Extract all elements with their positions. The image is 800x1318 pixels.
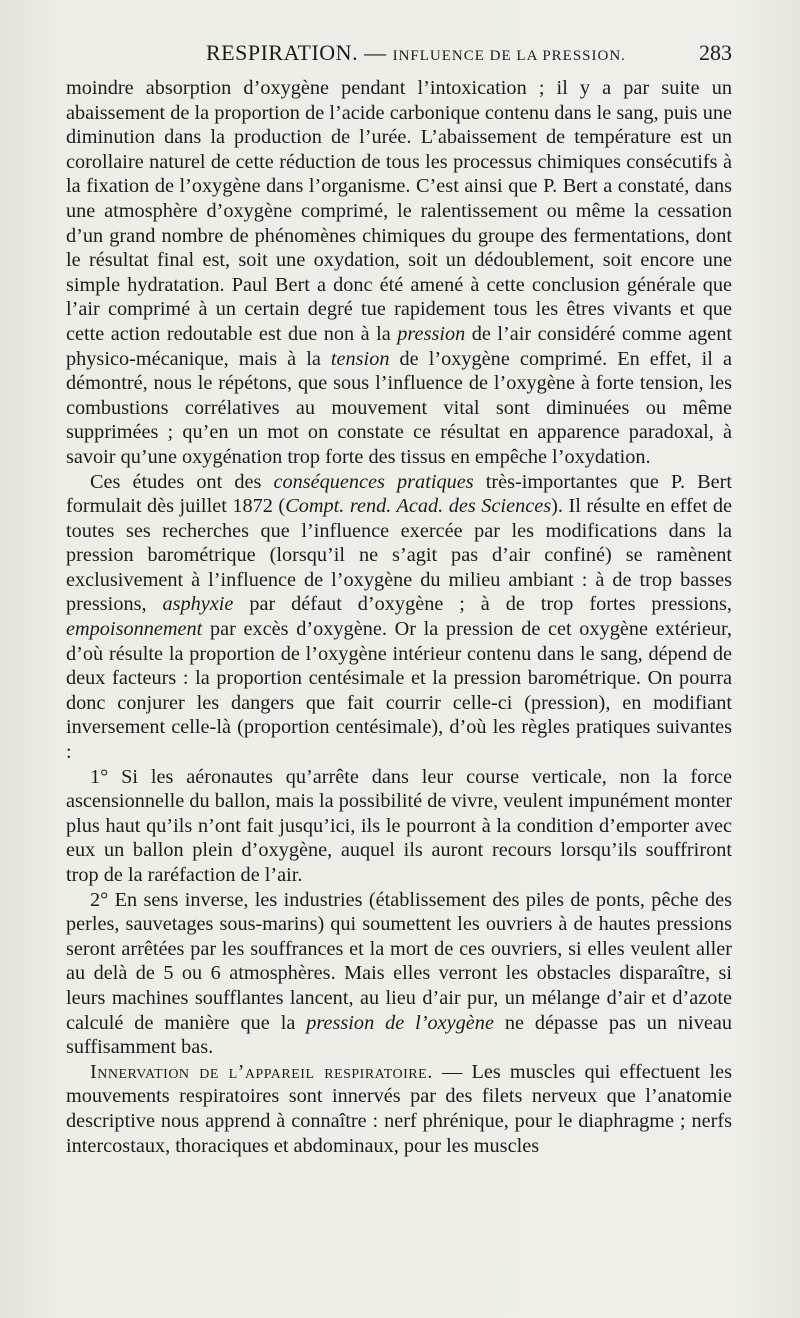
running-title xyxy=(206,40,626,66)
text-run: Ces études ont des xyxy=(90,470,274,493)
title-dash: — xyxy=(364,40,387,65)
italic-run: conséquences pratiques xyxy=(273,470,474,493)
text-run: très-importantes que P. Bert formulait dès juillet 1872 ( xyxy=(66,470,732,518)
section-heading: Innervation de l’appareil respiratoire. xyxy=(90,1060,433,1083)
paragraph-rule-2 xyxy=(66,888,732,1060)
text-run: 2° En sens inverse, les industries (établissement des piles de ponts, pêche des perles, sauvetages sous-marins) qui soumettent les ouvriers à de hautes pressions seront arrêtées par les souffrances et la mort de ces ouvriers, si elles veulent aller au delà de 5 ou 6 atmosphères. Mais elles verront les obstacles disparaître, si leurs machines soufflantes lancent, au lieu d’air pur, un mélange d’air et d’azote calculé de manière que la xyxy=(66,888,732,1034)
page-number: 283 xyxy=(699,40,732,65)
text-run: Les muscles qui effectuent les mouvements respiratoires sont innervés par des filets nerveux que l’anatomie descriptive nous apprend à connaître : nerf phrénique, pour le diaphragme ; nerfs intercostaux, thoraciques et abdominaux, pour les muscles xyxy=(66,1060,732,1157)
text-run: moindre absorption d’oxygène pendant l’intoxication ; il y a par suite un abaissement de la proportion de l’acide carbonique contenu dans le sang, puis une diminution dans la production de l’urée. L’abaissement de température est un corollaire naturel de cette réduction de tous les processus chimiques consécutifs à la fixation de l’oxygène dans l’organisme. C’est ainsi que P. Bert a constaté, dans une atmosphère d’oxygène comprimé, le ralentissement ou même la cessation d’un grand nombre de phénomènes chimiques du groupe des fermentations, dont le résultat final est, soit une oxydation, soit un dédoublement, soit encore une simple hydratation. Paul Bert a donc été amené à cette conclusion générale que l’air comprimé à un certain degré tue rapidement tous les êtres vivants et que cette action redoutable est due non à la xyxy=(66,77,732,345)
italic-run: pression xyxy=(397,322,466,345)
italic-run: pression de l’oxygène xyxy=(306,1011,494,1034)
paragraph-consequences xyxy=(66,470,732,765)
text-run: de l’air considéré comme agent physico-mécanique, mais à la xyxy=(66,322,732,370)
italic-run: Compt. rend. Acad. des Sciences xyxy=(285,495,552,518)
italic-run: empoisonnement xyxy=(66,618,203,641)
paragraph-innervation xyxy=(66,1060,732,1158)
italic-run: asphyxie xyxy=(162,593,234,616)
body-text xyxy=(66,76,732,1158)
text-run: ne dépasse pas un niveau suffisamment bas. xyxy=(66,1011,732,1059)
paragraph-continuation xyxy=(66,76,732,470)
text-run: ). Il résulte en effet de toutes ses recherches que l’influence exercée par les modifications dans la pression barométrique (lorsqu’il ne s’agit pas d’air confiné) se ramènent exclusivement à l’influence de l’oxygène du milieu ambiant : à de trop basses pressions, xyxy=(66,495,732,616)
text-run: par défaut d’oxygène ; à de trop fortes pressions, xyxy=(233,593,732,616)
paragraph-rule-1: 1° Si les aéronautes qu’arrête dans leur course verticale, non la force ascensionnelle du ballon, mais la possibilité de vivre, veulent impunément monter plus haut qu’ils n’ont fait jusqu’ici, ils le pourront à la condition d’emporter avec eux un ballon plein d’oxygène, auquel ils auront recours lorsqu’ils souffriront trop de la raréfaction de l’air. xyxy=(66,765,732,886)
chapter-title: RESPIRATION. xyxy=(206,40,359,65)
italic-run: tension xyxy=(330,347,390,370)
heading-dash: — xyxy=(432,1060,472,1083)
text-run: de l’oxygène comprimé. En effet, il a démontré, nous le répétons, que sous l’influence de l’oxygène à forte tension, les combustions corrélatives au mouvement vital sont diminuées ou même supprimées ; qu’en un mot on constate ce résultat en apparence paradoxal, à savoir qu’une oxygénation trop forte des tissus en empêche l’oxydation. xyxy=(66,347,732,468)
running-header xyxy=(66,40,732,72)
section-subtitle: INFLUENCE DE LA PRESSION. xyxy=(392,48,626,64)
text-run: par excès d’oxygène. Or la pression de cet oxygène extérieur, d’où résulte la proportion de l’oxygène intérieur contenu dans le sang, dépend de deux facteurs : la proportion centésimale et la pression barométrique. On pourra donc conjurer les dangers que fait courrir celle-ci (pression), en modifiant inversement celle-là (proportion centésimale), d’où les règles pratiques suivantes : xyxy=(66,618,732,764)
